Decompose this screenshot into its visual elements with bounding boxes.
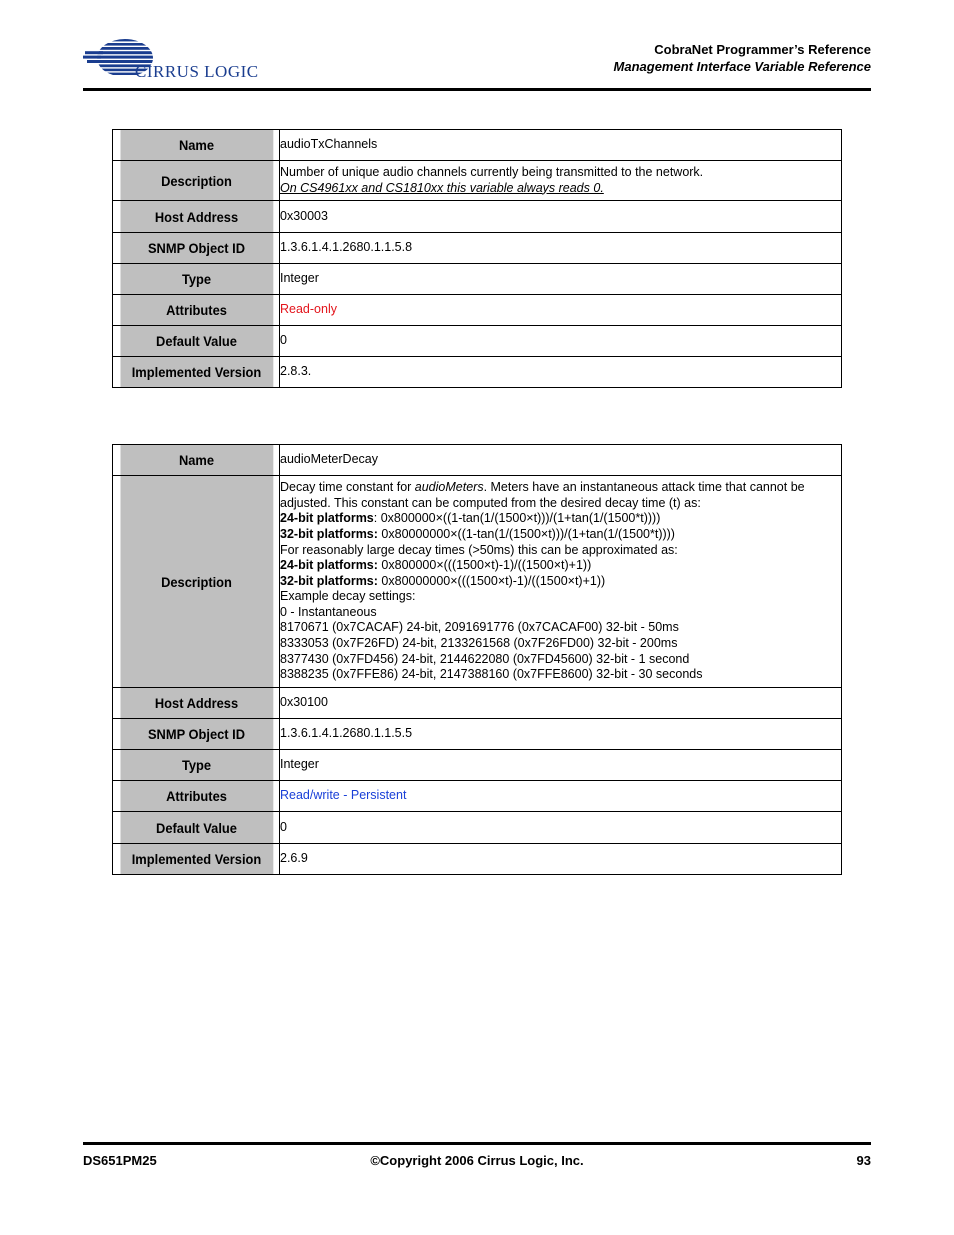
variable-type: Integer [280, 264, 842, 295]
header-divider [83, 88, 871, 91]
page-number: 93 [856, 1153, 871, 1168]
variable-description: Number of unique audio channels currently being transmitted to the network. On CS4961xx and CS1810xx this variable always reads 0. [280, 161, 842, 201]
table-row [113, 781, 842, 812]
default-value: 0 [280, 812, 842, 844]
table-row [113, 750, 842, 781]
variable-name: audioMeterDecay [280, 445, 842, 476]
table-row [113, 295, 842, 326]
row-key: Type [119, 264, 273, 295]
implemented-version: 2.6.9 [280, 844, 842, 875]
row-key: Host Address [119, 201, 273, 233]
variable-table-audioTxChannels [112, 129, 842, 388]
host-address: 0x30003 [280, 201, 842, 233]
variable-name: audioTxChannels [280, 130, 842, 161]
table-row [113, 201, 842, 233]
logo-wordmark: CIRRUS LOGIC [135, 62, 259, 81]
header-titles [614, 41, 871, 75]
table-row [113, 233, 842, 264]
document-id: DS651PM25 [83, 1153, 157, 1168]
snmp-object-id: 1.3.6.1.4.1.2680.1.1.5.5 [280, 719, 842, 750]
snmp-object-id: 1.3.6.1.4.1.2680.1.1.5.8 [280, 233, 842, 264]
row-key: Attributes [119, 781, 273, 812]
variable-description: Decay time constant for audioMeters. Meters have an instantaneous attack time that cannot be adjusted. This constant can be computed from the desired decay time (t) as: 24-bit platforms: 0x800000×((1-tan(1/(1500×t)))/(1+tan(1/(1500*t)))) 32-bit platforms: 0x80000000×((1-tan(1/(1500×t)))/(1+tan(1/(1500*t)))) For reasonably large decay times (>50ms) this can be approximated as: 24-bit platforms: 0x800000×(((1500×t)-1)/((1500×t)+1)) 32-bit platforms: 0x80000000×(((1500×t)-1)/((1500×t)+1)) Example decay settings: 0 - Instantaneous 8170671 (0x7CACAF) 24-bit, 2091691776 (0x7CACAF00) 32-bit - 50ms 8333053 (0x7F26FD) 24-bit, 2133261568 (0x7F26FD00) 32-bit - 200ms 8377430 (0x7FD456) 24-bit, 2144622080 (0x7FD45600) 32-bit - 1 second 8388235 (0x7FFE86) 24-bit, 2147388160 (0x7FFE8600) 32-bit - 30 seconds [280, 476, 842, 688]
copyright: ©Copyright 2006 Cirrus Logic, Inc. [370, 1153, 584, 1168]
row-key: Default Value [119, 326, 273, 357]
table-row [113, 264, 842, 295]
default-value: 0 [280, 326, 842, 357]
table-row [113, 476, 842, 688]
variable-attributes: Read-only [280, 295, 842, 326]
row-key: Name [119, 130, 273, 161]
table-row [113, 326, 842, 357]
row-key: Type [119, 750, 273, 781]
variable-type: Integer [280, 750, 842, 781]
row-key: Description [119, 161, 273, 201]
table-row [113, 812, 842, 844]
row-key: Host Address [119, 688, 273, 719]
row-key: Description [119, 476, 273, 688]
row-key: SNMP Object ID [119, 719, 273, 750]
footer-divider [83, 1142, 871, 1145]
row-key: Implemented Version [119, 357, 273, 388]
table-row [113, 130, 842, 161]
table-row [113, 719, 842, 750]
cirrus-logic-logo [83, 34, 313, 82]
variable-reference: audioMeters [414, 480, 484, 495]
table-row [113, 357, 842, 388]
row-key: SNMP Object ID [119, 233, 273, 264]
variable-attributes: Read/write - Persistent [280, 781, 842, 812]
variable-table-audioMeterDecay [112, 444, 842, 875]
description-note: On CS4961xx and CS1810xx this variable always reads 0. [280, 180, 604, 195]
table-row [113, 161, 842, 201]
row-key: Name [119, 445, 273, 476]
table-row [113, 844, 842, 875]
row-key: Default Value [119, 812, 273, 844]
document-title: CobraNet Programmer’s Reference [654, 42, 871, 57]
table-row [113, 445, 842, 476]
row-key: Implemented Version [119, 844, 273, 875]
implemented-version: 2.8.3. [280, 357, 842, 388]
host-address: 0x30100 [280, 688, 842, 719]
table-row [113, 688, 842, 719]
row-key: Attributes [119, 295, 273, 326]
page-header [83, 30, 871, 92]
section-title: Management Interface Variable Reference [613, 59, 871, 74]
